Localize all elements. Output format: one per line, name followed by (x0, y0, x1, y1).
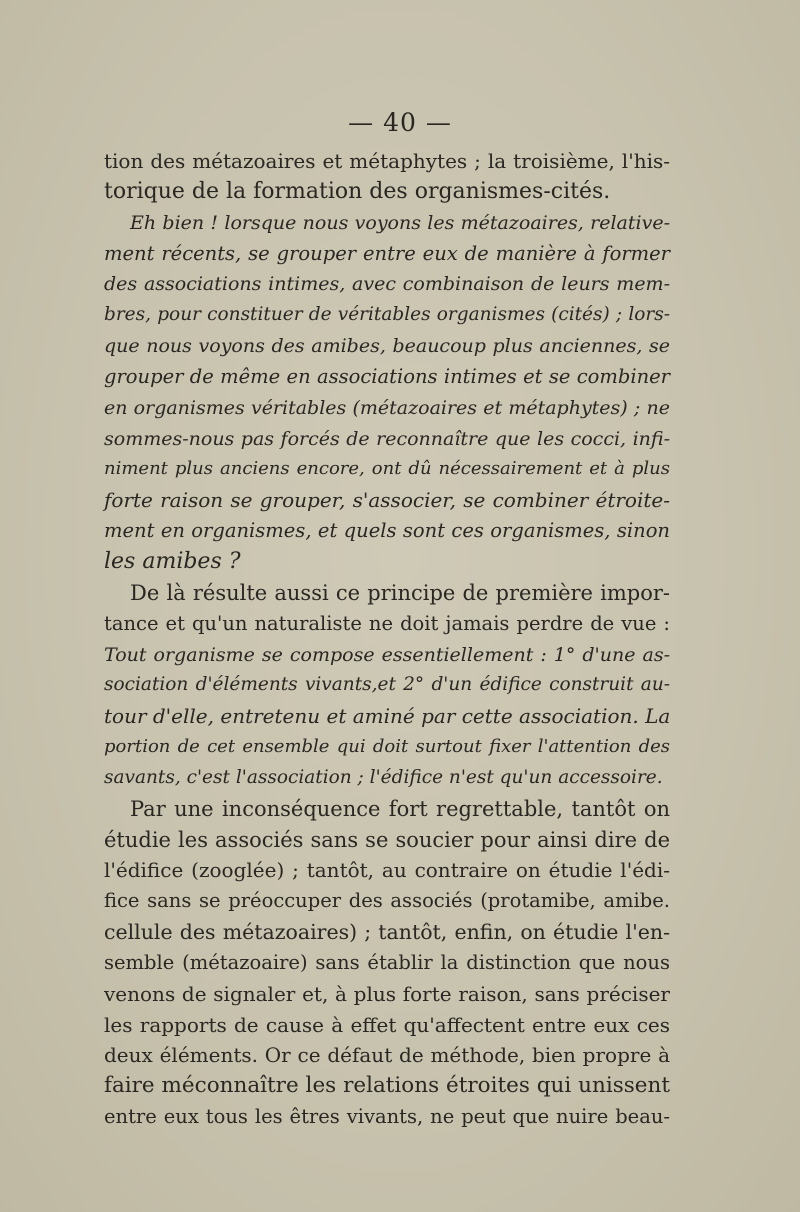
text-line: étudie les associés sans se soucier pour ainsi dire de (104, 827, 670, 852)
text-line: Tout organisme se compose essentiellement : 1° d'une as- (104, 643, 670, 666)
text-line: sommes-nous pas forcés de reconnaître que les cocci, infi- (104, 427, 670, 450)
page-number: — 40 — (348, 108, 452, 137)
text-line: sociation d'éléments vivants,et 2° d'un édifice construit au- (104, 674, 670, 696)
text-line: cellule des métazoaires) ; tantôt, enfin, on étudie l'en- (104, 920, 670, 945)
text-line: bres, pour constituer de véritables organismes (cités) ; lors- (104, 304, 670, 326)
text-line: De là résulte aussi ce principe de première impor- (130, 580, 670, 605)
text-line: les rapports de cause à effet qu'affectent entre eux ces (104, 1012, 670, 1037)
text-line: fice sans se préoccuper des associés (protamibe, amibe. (104, 889, 670, 913)
text-line: forte raison se grouper, s'associer, se combiner étroite- (104, 488, 670, 513)
text-line: tance et qu'un naturaliste ne doit jamais perdre de vue : (104, 611, 670, 635)
text-line: portion de cet ensemble qui doit surtout fixer l'attention des (104, 736, 670, 758)
body-text (104, 146, 670, 1133)
text-line: torique de la formation des organismes-cités. (104, 178, 611, 204)
text-line: des associations intimes, avec combinaison de leurs mem- (104, 273, 670, 296)
text-line: faire méconnaître les relations étroites qui unissent (104, 1073, 670, 1099)
text-line: ment en organismes, et quels sont ces organismes, sinon (104, 519, 670, 543)
text-line: les amibes ? (104, 548, 241, 574)
text-line: deux éléments. Or ce défaut de méthode, bien propre à (104, 1043, 670, 1068)
text-line: savants, c'est l'association ; l'édifice n'est qu'un accessoire. (104, 766, 663, 788)
text-line: ment récents, se grouper entre eux de manière à former (104, 241, 670, 265)
text-line: grouper de même en associations intimes et se combiner (104, 364, 670, 388)
text-line: entre eux tous les êtres vivants, ne peut que nuire beau- (104, 1105, 670, 1129)
text-line: Par une inconséquence fort regrettable, tantôt on (130, 796, 670, 821)
text-line: niment plus anciens encore, ont dû nécessairement et à plus (104, 458, 670, 480)
text-line: semble (métazoaire) sans établir la distinction que nous (104, 950, 670, 974)
text-line: Eh bien ! lorsque nous voyons les métazoaires, relative- (130, 211, 670, 234)
text-line: venons de signaler et, à plus forte raison, sans préciser (104, 981, 670, 1006)
text-line: que nous voyons des amibes, beaucoup plus anciennes, se (104, 335, 670, 358)
text-line: tion des métazoaires et métaphytes ; la troisième, l'his- (104, 149, 670, 173)
text-line: tour d'elle, entretenu et aminé par cette association. La (104, 704, 671, 729)
text-line: l'édifice (zooglée) ; tantôt, au contraire on étudie l'édi- (104, 858, 670, 883)
text-line: en organismes véritables (métazoaires et métaphytes) ; ne (104, 396, 670, 419)
